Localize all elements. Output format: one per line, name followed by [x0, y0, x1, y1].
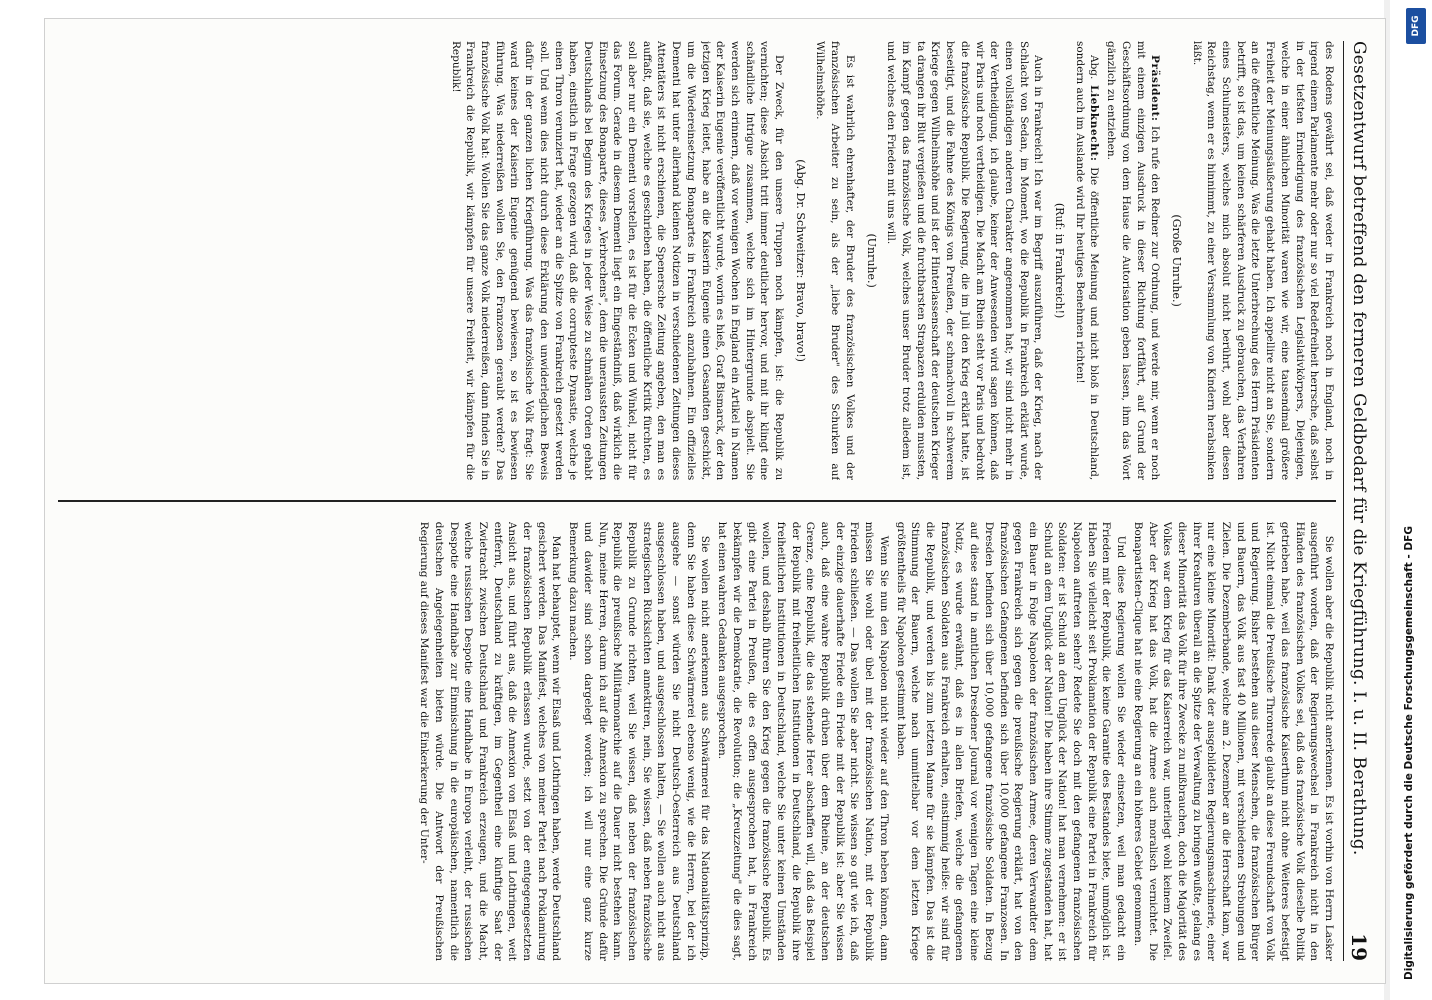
paragraph: Sie wollen aber die Republik nicht anerkennen. Es ist vorhin von Herrn Lasker ausgeführt worden, daß der Regierungswechsel in Frankreich nicht in den Händen des französischen Volkes sei, daß das französische Volk dieselbe Politik getrieben habe, weil das französische Kaiserthum nicht ohne Weiteres befestigt ist. Nicht einmal die Preußische Thronrede glaubt an diese Freundschaft von Volk und Regierung. Bisher bestehen aus dieser Menschen, die französischen Bürger und Bauern, das Volk aus fast 40 Millionen, mit verschiedenen Strebungen und Zielen. Die Dezemberbande, welche am 2. Dezember an die Herrschaft kam, war nur eine kleine Minorität: Dank der ausgebildeten Regierungsmaschinerie, einer ihrer Kreaturen überall an die Spitze der Verwaltung zu bringen wußte, gelang es dieser Minorität das Volk für ihre Zwecke zu mißbrauchen, doch die Majorität des Volkes war dem Krieg für das Kaiserreich war, unterliegt wohl keinem Zweifel. Aber der Krieg hat das Volk, hat die Armee auch moralisch vernichtet. Die Bonapartisten-Clique hat nie eine Regierung an ein höheres Gebiet genommen. — [1131, 521, 1335, 961]
paragraph: Wenn Sie nun den Napoleon nicht wieder auf den Thron heben können, dann müssen Sie wohl oder übel mit der französischen Nation, mit der Republik Frieden schließen. — Das wollen Sie aber nicht. Sie wissen so gut wie ich, daß der einzige dauerhafte Friede ein Friede mit der Republik ist: aber Sie wissen auch, daß eine wahre Republik drüben über dem Rheine, an der deutschen Grenze, eine Republik, die das stehende Heer abschaffen will, daß das Beispiel der Republik mit freiheitlichen Institutionen in Deutschland, die Republik ihre freiheitlichen Institutionen in Deutschland, welche Sie unter keinen Umständen wollen, und deshalb führen Sie den Krieg gegen die französische Republik. Es gibt eine Partei in Preußen, die es offen ausgesprochen hat, in Frankreich bekämpfen wir die Demokratie, die Revolution; die „Kreuzzeitung" die dies sagt, hat einen wahren Gedanken ausgesprochen. — [716, 521, 890, 961]
speaker-prefix: Abg. — [1088, 55, 1101, 86]
stage-direction: (Ruf: in Frankreich!) — [1053, 202, 1067, 319]
paragraph: Auch in Frankreich! Ich war im Begriff auszuführen, daß der Krieg, nach der Schlacht von Sedan, im Moment, wo die Republik in Frankreich erklärt wurde, einen vollständigen anderen Charakter angenommen hat; wir sind nicht mehr in der Vertheidigung, ich glaube, keiner der Anwesenden wird sagen können, daß wir Paris und noch vertheidigen. Die Macht am Rhein steht vor Paris und bedroht die französische Republik. Die Regierung, die im Juli den Krieg erklärt hatte, ist beseitigt, und die Fahne des Königs von Preußen, der schmachvoll in schwerem Kriege gegen Wilhelmshöhe und ist der Hinterlassenschaft der deutschen Krieger ta drangen ihr Blut vergießen und die furchtbarsten Strapazen erdulden mussten, im Kampf gegen das französische Volk, welches unser Bruder trotz alledem ist, und welches den Frieden mit uns will. — [885, 41, 1045, 481]
stage-direction: (Große Unruhe.) — [1169, 214, 1183, 307]
speech-text: Die öffentliche Meinung und nicht bloß in Deutschland, sondern auch im Auslande wird Ihr heutiges Benehmen richten! — [1073, 41, 1101, 481]
dfg-logo — [1406, 8, 1426, 44]
speaker-name: Liebknecht: — [1088, 85, 1101, 162]
paragraph: Man hat behauptet, wenn wir Elsaß und Lothringen haben, werde Deutschland gesichert werden. Das Manifest, welches von meiner Partei nach Proklamirung der französischen Republik erlassen wurde, setzt von der entgegengesetzten Ansicht aus, und führt aus, daß die Annexion von Elsaß und Lothringen, weit entfernt, Deutschland zu kräftigen, im Gegentheil eine künftige Saat der Zwietracht zwischen Deutschland und Frankreich erzeugen, und die Macht, welche russischen Despotie eine Handhabe in Europa verleiht, der russischen Despotie eine Handhabe zur Einmischung in die europäischen, namentlich die deutschen Angelegenheiten bieten würde. Die Antwort der Preußischen Regierung auf dieses Manifest war die Einkerkerung der Unter- — [418, 521, 563, 961]
stage-direction: (Abg. Dr. Schweitzer: Bravo, bravo!) — [793, 159, 807, 362]
digitization-credit-text: Digitalisierung gefördert durch die Deutsche Forschungsgemeinschaft - DFG — [1403, 526, 1415, 980]
running-header-title: Gesetzentwurf betreffend den ferneren Geldbedarf für die Kriegführung. I. u. II. Berathung. — [1349, 41, 1369, 856]
speech-text: Ich rufe den Redner zur Ordnung, und werde mir, wenn er noch mit einem einzigen Ausdruck in dieser Richtung fortfährt, auf Grund der Geschäftsordnung von dem Hause die Autorisation geben lassen, ihm das Wort gänzlich zu entziehen. — [1105, 41, 1162, 481]
left-column — [58, 41, 1336, 480]
speaker-name: Präsident: — [1149, 55, 1162, 122]
page-number: 19 — [1347, 933, 1371, 961]
rotated-page-content — [50, 21, 1380, 981]
stage-direction: (Unruhe.) — [864, 233, 878, 288]
right-column — [58, 522, 1336, 961]
dfg-logo-text: DFG — [1411, 15, 1421, 37]
running-header — [1343, 41, 1374, 961]
paragraph: Sie wollen nicht anerkennen aus Schwärmerei für das Nationalitätsprinzip, denn Sie haben diese Schwärmerei ebenso wenig, wie die Herren, bei der ich ausgehe — sonst würden Sie nicht Deutsch-Oesterreich aus Deutschland ausgeschlossen haben, und ausgeschlossen halten, — Sie wollen auch nicht aus strategischen Rücksichten annektiren, nein, Sie wissen, daß neben französische Republik zu Grunde richten, weil Sie wissen, daß neben der französischen Republik die preußische Militärmonarchie auf die Dauer nicht bestehen kann. Nun, meine Herren, darum ich auf die Annexion zu sprechen. Die Gründe dafür und dawider sind schon dargelegt worden; ich will nur eine ganz kurze Bemerkung dazu machen. — [567, 521, 712, 961]
paragraph — [1103, 41, 1162, 480]
column-divider — [58, 500, 1336, 502]
paragraph: Der Zweck, für den unsere Truppen noch kämpfen, ist: die Republik zu vernichten; diese Absicht tritt immer deutlicher hervor, und mit ihr klingt eine schändliche Intrigue zusammen, welche sich im Hintergrunde abspielt. Sie werden sich erinnern, daß vor wenigen Wochen in England ein Artikel in Namen der Kaiserin Eugenie veröffentlicht wurde, worin es hieß, Graf Bismarck, der den jetzigen Krieg leitet, habe an die Kaiserin Eugenie einen Gesandten geschickt, um die Wiedereinsetzung Bonapartes in Frankreich anzubahnen. Ein offizielles Dementi hat unter allerhand kleinen Notizen in verschiedenen Zeitungen dieses Attentäters ist nicht erschienen, die Spenersche Zeitung angeben, den man es auffaßt, daß sie, welche es geschrieben haben, die öffentliche Kritik fürchten, es soll aber nur ein Dementi vorstellen, es ist für die Ecken und Winkel, nicht für das Forum. Gerade in diesem Dementi liegt ein Eingeständniß, daß wirklich die Einsetzung des Bonaparte, dieses „Verbrechens", dem die uneraussten Zeitungen Deutschlands bei Beginn des Krieges in jeder Weise zu schmähen Orden gehabt haben, einstlich in Frage gezogen wird, daß die corrupteste Dynastie, welche je einen Thron verunziert hat, wieder an die Spitze von Frankreich gesetzt werden soll. Und wenn dies nicht durch diese Erklärung den unwiderleglichen Beweis dafür in der ganzen lichen Kriegführung. Was das französische Volk fragt: Sie ward keines der Kaiserin Eugenie genügend bewiesen, so ist es bewiesen führung. Was niederreißen wollen Sie, den Franzosen geraubt werden? Das französische Volk hat: Wollen Sie das ganze Volk niederreißen, dann finden Sie in Frankreich die Republik, wir kämpfen für unsere Freiheit, wir kämpfen für die Republik! — [449, 41, 786, 481]
book-page — [44, 18, 1386, 984]
digitization-credit — [1396, 10, 1426, 990]
paragraph: Und diese Regierung wollen Sie wieder einsetzen, weil man gedacht ein Frieden mit der Republik, die keine Garantie des Bestandes biete, unmöglich ist. Haben Sie vielleicht seit Proklamation der Republik eine Partei in Frankreich für Napoleon auftreten sehen? Redete Sie doch mit den gefangenen französischen Soldaten: er ist Schuld an dem Unglück der Nation! hat man vernehmen: er ist Schuld an dem Unglück der Nation! Die haben ihre Stimme zugestanden hat, hat ein Bauer in Folge Napoleon der französischen Armee, deren Verwandter dem gegen Frankreich sich gegen die preußische Regierung erklärt, hat von den französischen Gefangenen befinden sich über 10,000 gefangene Franzosen. In Dresden befinden sich über 10,000 gefangene französische Soldaten. In Bezug auf diese stand in amtlichen Dresdener Journal vor wenigen Tagen eine kleine Notiz, es wurde erwähnt, daß es in allen Briefen, welche die gefangenen französischen Soldaten aus Frankreich erhalten, einstimmig heiße: wir sind für die Republik, und werden bis zum letzten Manne für sie kämpfen. Das ist die Stimmung der Bauern, welche nach unmittelbar vor dem letzten Kriege größtentheils für Napoleon gestimmt haben. — [894, 521, 1128, 961]
paragraph: Es ist wahrlich ehrenhafter, der Bruder des französischen Volkes und der französischen Arbeiter zu sein, als der „liebe Bruder" des Schurken auf Wilhelmshöhe. — [814, 41, 856, 481]
two-column-body — [58, 41, 1336, 961]
paragraph — [1072, 41, 1101, 480]
paragraph: des Rodens gewährt sei, daß weder in Frankreich noch in England, noch in irgend einem Parlamente mehr oder nur so viel Redefreiheit herrsche, daß selbst in der tiefsten Erniedrigung des französischen Legislativkörpers, Diejenigen, welche in einer ähnlichen Minorität waren wie wir, eine tausendmal größere Freiheit der Meinungsäußerung gehabt haben. Ich appellire nicht an Sie, sondern an die öffentliche Meinung. Was die letzte Unterbrechung des Herrn Präsidenten betrifft, so ist das, um keinen schärferen Ausdruck zu gebrauchen, das Verfahren eines Schulmeisters, welches mich absolut nicht berührt, wohl aber diesen Reichstag, wenn er es hinnimmt, zu einer Versammlung von Kindern herabsinken läßt. — [1190, 41, 1335, 481]
